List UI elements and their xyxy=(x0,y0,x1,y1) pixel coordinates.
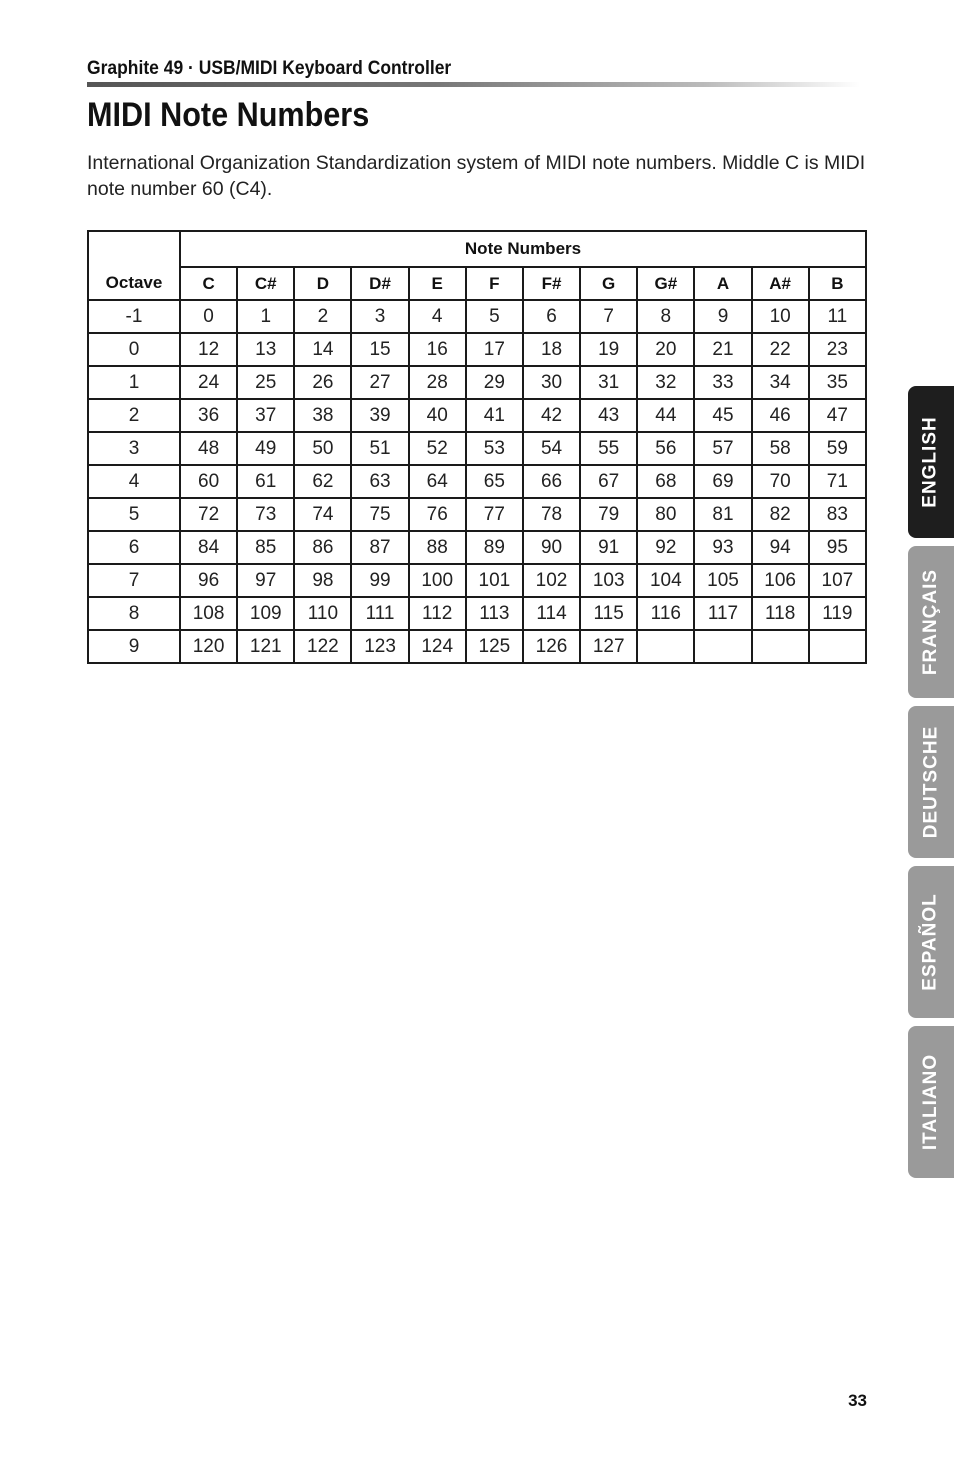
note-number-cell: 19 xyxy=(580,333,637,366)
note-number-cell: 45 xyxy=(694,399,751,432)
note-number-cell: 87 xyxy=(351,531,408,564)
note-number-cell: 91 xyxy=(580,531,637,564)
note-number-cell: 108 xyxy=(180,597,237,630)
note-number-cell: 64 xyxy=(409,465,466,498)
note-number-cell: 8 xyxy=(637,300,694,333)
note-number-cell: 112 xyxy=(409,597,466,630)
note-number-cell: 39 xyxy=(351,399,408,432)
page-number: 33 xyxy=(848,1391,867,1410)
note-number-cell: 31 xyxy=(580,366,637,399)
note-number-cell: 43 xyxy=(580,399,637,432)
note-number-cell: 51 xyxy=(351,432,408,465)
intro-paragraph: International Organization Standardization system of MIDI note numbers. Middle C is MIDI note number 60 (C4). xyxy=(87,152,866,200)
table-row xyxy=(88,465,866,498)
language-tab-label: FRANÇAIS xyxy=(920,568,942,676)
octave-cell: 4 xyxy=(88,465,180,498)
note-number-cell: 123 xyxy=(351,630,408,663)
table-row xyxy=(88,597,866,630)
note-number-cell: 53 xyxy=(466,432,523,465)
note-column-header: F# xyxy=(523,267,580,300)
note-number-cell: 7 xyxy=(580,300,637,333)
table-row xyxy=(88,498,866,531)
note-number-cell xyxy=(809,630,866,663)
note-number-cell: 1 xyxy=(237,300,294,333)
note-number-cell: 41 xyxy=(466,399,523,432)
note-column-header: D# xyxy=(351,267,408,300)
note-number-cell: 35 xyxy=(809,366,866,399)
note-number-cell: 72 xyxy=(180,498,237,531)
note-number-cell: 78 xyxy=(523,498,580,531)
table-row xyxy=(88,366,866,399)
note-number-cell: 32 xyxy=(637,366,694,399)
note-column-header: A xyxy=(694,267,751,300)
page-title: MIDI Note Numbers xyxy=(87,96,370,134)
note-number-cell: 103 xyxy=(580,564,637,597)
header-divider xyxy=(87,82,860,87)
note-number-cell: 27 xyxy=(351,366,408,399)
octave-cell: 6 xyxy=(88,531,180,564)
note-number-cell: 104 xyxy=(637,564,694,597)
note-number-cell: 96 xyxy=(180,564,237,597)
note-column-header: E xyxy=(409,267,466,300)
note-number-cell: 68 xyxy=(637,465,694,498)
octave-cell: 5 xyxy=(88,498,180,531)
note-number-cell: 73 xyxy=(237,498,294,531)
note-number-cell: 23 xyxy=(809,333,866,366)
note-number-cell xyxy=(752,630,809,663)
table-row xyxy=(88,333,866,366)
note-number-cell: 34 xyxy=(752,366,809,399)
octave-column-header: Octave xyxy=(88,231,180,300)
note-number-cell: 98 xyxy=(294,564,351,597)
note-number-cell: 0 xyxy=(180,300,237,333)
note-number-cell: 83 xyxy=(809,498,866,531)
note-number-cell: 95 xyxy=(809,531,866,564)
note-number-cell: 118 xyxy=(752,597,809,630)
note-number-cell: 116 xyxy=(637,597,694,630)
octave-cell: 1 xyxy=(88,366,180,399)
octave-cell: 8 xyxy=(88,597,180,630)
note-number-cell: 77 xyxy=(466,498,523,531)
table-row xyxy=(88,432,866,465)
note-number-cell: 62 xyxy=(294,465,351,498)
note-number-cell: 37 xyxy=(237,399,294,432)
note-column-header: B xyxy=(809,267,866,300)
language-tab-label: DEUTSCHE xyxy=(920,725,942,839)
note-number-cell: 115 xyxy=(580,597,637,630)
note-number-cell: 58 xyxy=(752,432,809,465)
note-number-cell: 113 xyxy=(466,597,523,630)
note-number-cell: 18 xyxy=(523,333,580,366)
note-number-cell: 101 xyxy=(466,564,523,597)
note-number-cell: 69 xyxy=(694,465,751,498)
note-number-cell: 84 xyxy=(180,531,237,564)
note-number-cell: 117 xyxy=(694,597,751,630)
table-row xyxy=(88,564,866,597)
note-number-cell: 38 xyxy=(294,399,351,432)
note-number-cell: 121 xyxy=(237,630,294,663)
note-column-header: G xyxy=(580,267,637,300)
note-number-cell: 9 xyxy=(694,300,751,333)
note-number-cell: 44 xyxy=(637,399,694,432)
document-header-title: Graphite 49 · USB/MIDI Keyboard Controller xyxy=(87,58,452,79)
midi-note-table xyxy=(87,230,867,664)
note-number-cell: 92 xyxy=(637,531,694,564)
note-number-cell: 25 xyxy=(237,366,294,399)
note-number-cell: 102 xyxy=(523,564,580,597)
note-number-cell: 127 xyxy=(580,630,637,663)
note-number-cell xyxy=(694,630,751,663)
octave-cell: 9 xyxy=(88,630,180,663)
note-number-cell: 13 xyxy=(237,333,294,366)
note-number-cell: 94 xyxy=(752,531,809,564)
note-number-cell: 28 xyxy=(409,366,466,399)
note-number-cell: 75 xyxy=(351,498,408,531)
note-number-cell: 29 xyxy=(466,366,523,399)
note-number-cell: 99 xyxy=(351,564,408,597)
note-number-cell: 124 xyxy=(409,630,466,663)
note-number-cell: 80 xyxy=(637,498,694,531)
note-number-cell: 15 xyxy=(351,333,408,366)
note-number-cell: 11 xyxy=(809,300,866,333)
note-number-cell: 105 xyxy=(694,564,751,597)
note-number-cell: 82 xyxy=(752,498,809,531)
note-numbers-group-header: Note Numbers xyxy=(180,231,866,267)
note-number-cell: 30 xyxy=(523,366,580,399)
note-number-cell: 100 xyxy=(409,564,466,597)
note-number-cell: 111 xyxy=(351,597,408,630)
octave-cell: 7 xyxy=(88,564,180,597)
note-number-cell: 2 xyxy=(294,300,351,333)
note-number-cell: 24 xyxy=(180,366,237,399)
table-row xyxy=(88,399,866,432)
note-number-cell: 16 xyxy=(409,333,466,366)
language-tab-label: ENGLISH xyxy=(920,416,942,508)
note-number-cell: 59 xyxy=(809,432,866,465)
note-number-cell: 122 xyxy=(294,630,351,663)
note-number-cell: 57 xyxy=(694,432,751,465)
octave-cell: 2 xyxy=(88,399,180,432)
table-row xyxy=(88,630,866,663)
octave-cell: -1 xyxy=(88,300,180,333)
note-number-cell: 109 xyxy=(237,597,294,630)
note-number-cell: 65 xyxy=(466,465,523,498)
note-number-cell: 22 xyxy=(752,333,809,366)
note-number-cell: 14 xyxy=(294,333,351,366)
note-number-cell: 56 xyxy=(637,432,694,465)
note-number-cell: 49 xyxy=(237,432,294,465)
note-number-cell: 12 xyxy=(180,333,237,366)
language-tab-english[interactable] xyxy=(908,386,954,538)
note-number-cell: 93 xyxy=(694,531,751,564)
language-tab-label: ESPAÑOL xyxy=(920,893,941,991)
language-tab-label: ITALIANO xyxy=(920,1053,941,1151)
note-number-cell: 55 xyxy=(580,432,637,465)
note-number-cell: 46 xyxy=(752,399,809,432)
note-number-cell: 63 xyxy=(351,465,408,498)
note-number-cell: 61 xyxy=(237,465,294,498)
language-tab-francais[interactable] xyxy=(908,546,954,698)
note-number-cell: 33 xyxy=(694,366,751,399)
note-number-cell: 90 xyxy=(523,531,580,564)
note-number-cell: 47 xyxy=(809,399,866,432)
note-number-cell: 48 xyxy=(180,432,237,465)
note-number-cell: 66 xyxy=(523,465,580,498)
note-number-cell: 126 xyxy=(523,630,580,663)
note-number-cell: 120 xyxy=(180,630,237,663)
note-number-cell: 110 xyxy=(294,597,351,630)
note-column-header: F xyxy=(466,267,523,300)
note-number-cell: 6 xyxy=(523,300,580,333)
note-number-cell: 10 xyxy=(752,300,809,333)
note-number-cell: 3 xyxy=(351,300,408,333)
note-number-cell: 89 xyxy=(466,531,523,564)
note-number-cell: 74 xyxy=(294,498,351,531)
octave-cell: 0 xyxy=(88,333,180,366)
note-number-cell: 5 xyxy=(466,300,523,333)
note-number-cell: 85 xyxy=(237,531,294,564)
table-row xyxy=(88,300,866,333)
table-row xyxy=(88,531,866,564)
note-number-cell xyxy=(637,630,694,663)
note-number-cell: 106 xyxy=(752,564,809,597)
note-number-cell: 36 xyxy=(180,399,237,432)
note-number-cell: 67 xyxy=(580,465,637,498)
note-column-header: C# xyxy=(237,267,294,300)
octave-cell: 3 xyxy=(88,432,180,465)
note-number-cell: 71 xyxy=(809,465,866,498)
note-number-cell: 76 xyxy=(409,498,466,531)
language-tab-italiano[interactable] xyxy=(908,1026,954,1178)
note-number-cell: 79 xyxy=(580,498,637,531)
language-tab-deutsche[interactable] xyxy=(908,706,954,858)
note-number-cell: 42 xyxy=(523,399,580,432)
note-number-cell: 60 xyxy=(180,465,237,498)
note-number-cell: 20 xyxy=(637,333,694,366)
note-number-cell: 40 xyxy=(409,399,466,432)
note-column-header: C xyxy=(180,267,237,300)
note-number-cell: 107 xyxy=(809,564,866,597)
note-number-cell: 70 xyxy=(752,465,809,498)
note-number-cell: 81 xyxy=(694,498,751,531)
note-number-cell: 26 xyxy=(294,366,351,399)
note-number-cell: 17 xyxy=(466,333,523,366)
note-column-header: A# xyxy=(752,267,809,300)
note-column-header: G# xyxy=(637,267,694,300)
note-column-header: D xyxy=(294,267,351,300)
note-number-cell: 97 xyxy=(237,564,294,597)
note-number-cell: 86 xyxy=(294,531,351,564)
note-number-cell: 52 xyxy=(409,432,466,465)
note-number-cell: 21 xyxy=(694,333,751,366)
note-number-cell: 54 xyxy=(523,432,580,465)
note-number-cell: 4 xyxy=(409,300,466,333)
note-number-cell: 125 xyxy=(466,630,523,663)
note-number-cell: 88 xyxy=(409,531,466,564)
note-number-cell: 50 xyxy=(294,432,351,465)
note-number-cell: 119 xyxy=(809,597,866,630)
language-tab-espanol[interactable] xyxy=(908,866,954,1018)
note-number-cell: 114 xyxy=(523,597,580,630)
